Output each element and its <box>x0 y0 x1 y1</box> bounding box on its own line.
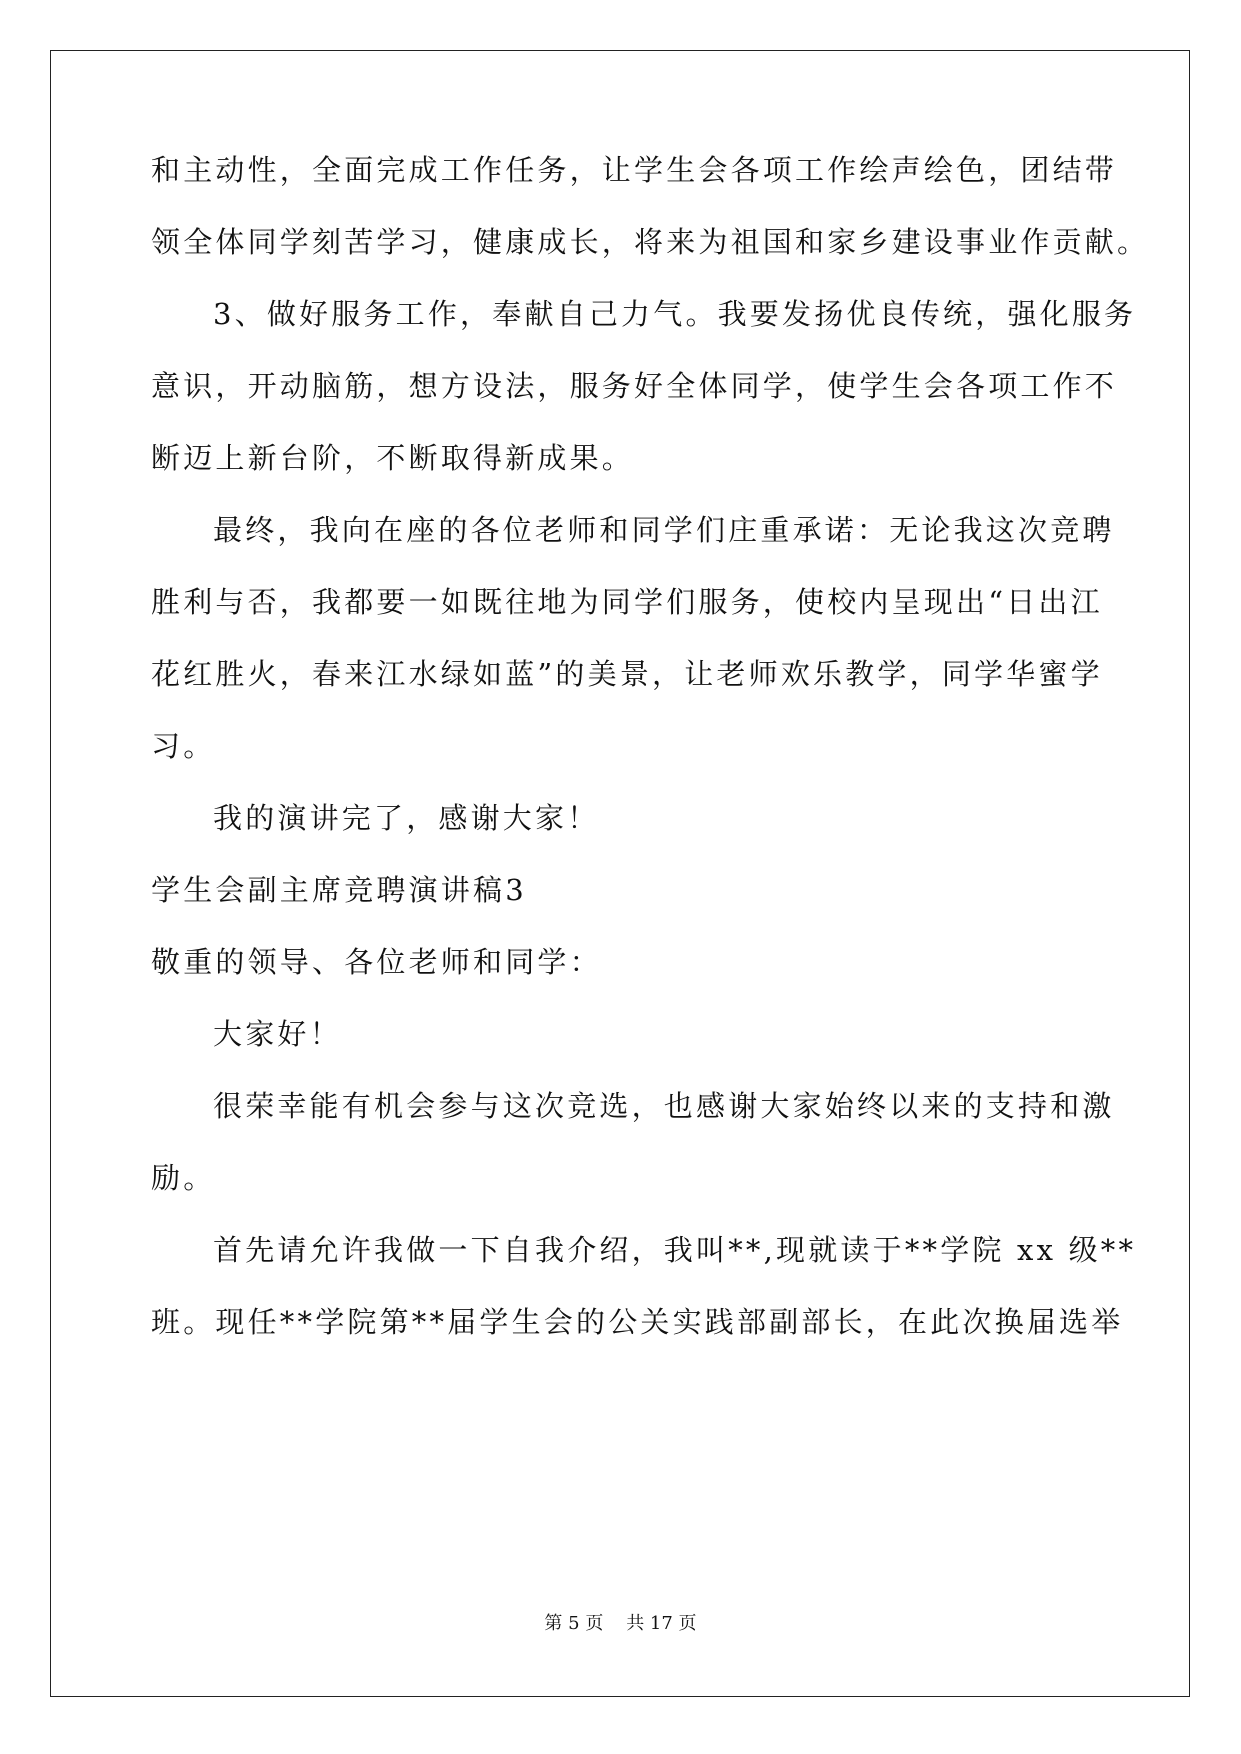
greeting: 大家好！ <box>213 1017 342 1051</box>
text-line: 很荣幸能有机会参与这次竞选，也感谢大家始终以来的支持和激 <box>213 1089 1115 1123</box>
text-line: 首先请允许我做一下自我介绍，我叫**,现就读于**学院 xx 级** <box>213 1233 1137 1267</box>
text-line: 3、做好服务工作，奉献自己力气。我要发扬优良传统，强化服务 <box>213 297 1137 331</box>
text-line: 意识，开动脑筋，想方设法，服务好全体同学，使学生会各项工作不 <box>151 369 1118 403</box>
text-line: 我的演讲完了，感谢大家！ <box>213 801 600 835</box>
text-line: 断迈上新台阶，不断取得新成果。 <box>151 441 635 475</box>
text-line: 班。现任**学院第**届学生会的公关实践部副部长，在此次换届选举 <box>151 1305 1124 1339</box>
text-line: 习。 <box>151 729 216 763</box>
text-line: 和主动性，全面完成工作任务，让学生会各项工作绘声绘色，团结带 <box>151 153 1118 187</box>
section-heading: 学生会副主席竞聘演讲稿3 <box>151 873 527 907</box>
page-number-footer: 第 5 页 共 17 页 <box>544 1613 697 1634</box>
text-line: 胜利与否，我都要一如既往地为同学们服务，使校内呈现出“日出江 <box>151 585 1103 619</box>
text-line: 励。 <box>151 1161 216 1195</box>
text-line: 花红胜火，春来江水绿如蓝”的美景，让老师欢乐教学，同学华蜜学 <box>151 657 1103 691</box>
text-line: 领全体同学刻苦学习，健康成长，将来为祖国和家乡建设事业作贡献。 <box>151 225 1150 259</box>
salutation: 敬重的领导、各位老师和同学： <box>151 945 602 979</box>
text-line: 最终，我向在座的各位老师和同学们庄重承诺：无论我这次竞聘 <box>213 513 1115 547</box>
